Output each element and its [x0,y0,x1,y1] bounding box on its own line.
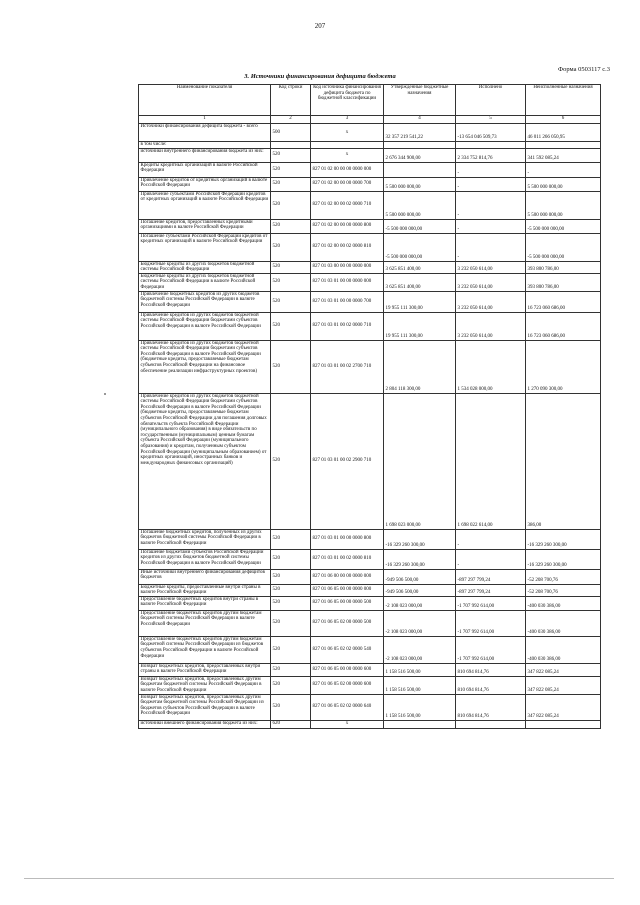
cell-line: 520 [271,162,311,177]
cell-line: 520 [271,663,311,676]
cell-name: Бюджетные кредиты из других бюджетов бюджетной системы Российской Федерации [139,261,271,273]
cell-unexec: 386,00 [526,393,601,529]
header-code-line: Код строки [271,85,311,116]
cell-code: 827 01 02 00 00 00 0000 700 [311,177,384,191]
cell-approved: -16 329 260 300,00 [384,529,456,549]
cell-name: Погашение кредитов, предоставленных кредитными организациями в валюте Российской Федерации [139,219,271,233]
cell-unexec [526,720,601,728]
cell-code: 827 01 02 00 00 02 0000 710 [311,191,384,219]
cell-code: 827 01 06 05 00 00 0000 000 [311,584,384,596]
cell-name: Погашение субъектами Российской Федерации кредитов от кредитных организаций в валюте Российской Федерации [139,233,271,261]
header-executed: Исполнено [456,85,526,116]
cell-line: 520 [271,312,311,340]
cell-code: 827 01 03 01 00 00 0000 700 [311,291,384,312]
cell-unexec: 393 800 786,00 [526,273,601,291]
header-unexecuted: Неисполненные назначения [526,85,601,116]
cell-line: 520 [271,233,311,261]
cell-unexec: 5 500 000 000,00 [526,191,601,219]
cell-name: Предоставление бюджетных кредитов другим бюджетам бюджетной системы Российской Федерации в валюте Российской Федерации [139,610,271,636]
cell-line: 520 [271,219,311,233]
cell-name: Привлечение субъектами Российской Федерации кредитов от кредитных организаций в валюте Российской Федерации [139,191,271,219]
cell-approved: 5 500 000 000,00 [384,191,456,219]
table-row [139,312,601,340]
cell-line: 520 [271,529,311,549]
cell-approved: 5 500 000 000,00 [384,177,456,191]
cell-code: 827 01 03 01 00 00 0000 800 [311,529,384,549]
header-code-source: Код источника финансирования дефицита бюджета по бюджетной классификации [311,85,384,116]
cell-executed: 810 694 814,76 [456,694,526,720]
col-number: 4 [384,116,456,124]
cell-line [271,142,311,149]
table-row [139,720,601,728]
cell-line: 520 [271,261,311,273]
cell-unexec: 347 822 085,24 [526,676,601,694]
cell-unexec: 5 500 000 000,00 [526,177,601,191]
cell-name: Привлечение кредитов из других бюджетов бюджетной системы Российской Федерации бюджетами субъектов Российской Федерации в валюте Российской Федерации (бюджетные кредиты, предоставляемые бюджетам субъектов Российской Федерации для погашения долговых обязательств субъекта Российской Федерации (муниципального образования) в виде обязательств по государственным (муниципальным) ценным бумагам субъекта Российской Федерации (муниципального образования) и кредитам, полученным субъектом Российской Федерации (муниципальным образованием) от кредитных организаций, иностранных банков и международных финансовых организаций) [139,393,271,529]
financing-sources-table [138,84,601,729]
cell-approved: 32 357 219 541,22 [384,124,456,142]
cell-code: 827 01 06 05 02 00 0000 600 [311,676,384,694]
cell-approved: -2 108 023 000,00 [384,596,456,610]
cell-code: 827 01 06 05 00 00 0000 600 [311,663,384,676]
cell-unexec: -400 030 386,00 [526,610,601,636]
table-row [139,148,601,162]
cell-executed: - [456,233,526,261]
table-row [139,340,601,393]
cell-line: 500 [271,124,311,142]
page-number: 207 [314,22,326,30]
cell-unexec: 347 822 085,24 [526,663,601,676]
table-row [139,584,601,596]
col-number: 3 [311,116,384,124]
cell-unexec: -400 030 386,00 [526,596,601,610]
page-bottom-rule [24,878,614,879]
cell-executed: 1 534 028 000,00 [456,340,526,393]
cell-name: Погашение бюджетами субъектов Российской Федерации кредитов из других бюджетов бюджетной системы Российской Федерации в валюте Российской Федерации [139,549,271,569]
cell-code: 827 01 06 05 02 02 0000 640 [311,694,384,720]
cell-executed: 1 698 022 614,00 [456,393,526,529]
cell-unexec: - [526,162,601,177]
cell-line: 520 [271,676,311,694]
cell-approved: -2 108 023 000,00 [384,610,456,636]
form-label: Форма 0503117 с.3 [557,66,610,73]
cell-approved: -5 500 000 000,00 [384,219,456,233]
cell-unexec: 1 270 090 300,00 [526,340,601,393]
cell-name: Привлечение кредитов от кредитных организаций в валюте Российской Федерации [139,177,271,191]
cell-name: Возврат бюджетных кредитов, предоставленных другим бюджетам бюджетной системы Российской Федерации в валюте Российской Федерации [139,676,271,694]
table-row [139,261,601,273]
cell-executed: -1 707 992 614,00 [456,596,526,610]
cell-unexec: -16 329 260 300,00 [526,549,601,569]
cell-approved: 3 625 851 400,00 [384,261,456,273]
table-row [139,162,601,177]
cell-executed: 810 694 814,76 [456,676,526,694]
cell-approved: -16 329 260 300,00 [384,549,456,569]
col-number: 2 [271,116,311,124]
table-row [139,142,601,149]
cell-unexec: -52 208 700,76 [526,569,601,584]
cell-code [311,142,384,149]
cell-executed: - [456,529,526,549]
cell-code: x [311,124,384,142]
cell-executed: 810 694 814,76 [456,663,526,676]
cell-unexec: 46 011 266 050,95 [526,124,601,142]
cell-code: 827 01 06 05 02 02 0000 540 [311,636,384,663]
cell-unexec [526,142,601,149]
section-title: 3. Источники финансирования дефицита бюджета [244,73,396,80]
cell-executed: -897 297 799,24 [456,569,526,584]
cell-approved [384,142,456,149]
cell-unexec: 341 592 085,24 [526,148,601,162]
margin-mark [104,393,106,395]
cell-code: 827 01 03 01 00 00 0000 000 [311,273,384,291]
cell-executed: -1 707 992 614,00 [456,610,526,636]
cell-unexec: -5 500 000 000,00 [526,233,601,261]
cell-line: 520 [271,148,311,162]
cell-line: 520 [271,584,311,596]
cell-unexec: 16 723 060 686,00 [526,291,601,312]
cell-unexec: 347 822 085,24 [526,694,601,720]
cell-executed: 3 232 050 614,00 [456,291,526,312]
cell-approved [384,162,456,177]
cell-approved: -949 506 500,00 [384,569,456,584]
cell-line: 520 [271,177,311,191]
table-row [139,549,601,569]
cell-executed: 3 232 050 614,00 [456,273,526,291]
cell-executed: 3 232 050 614,00 [456,261,526,273]
cell-code: 827 01 06 05 00 00 0000 500 [311,596,384,610]
cell-code: 827 01 03 00 00 00 0000 000 [311,261,384,273]
cell-name: Привлечение бюджетных кредитов из других бюджетов бюджетной системы Российской Федерации в валюте Российской Федерации [139,291,271,312]
cell-name: Привлечение кредитов из других бюджетов бюджетной системы Российской Федерации бюджетами субъектов Российской Федерации в валюте Российской Федерации [139,312,271,340]
table-row [139,636,601,663]
cell-name: Привлечение кредитов из других бюджетов бюджетной системы Российской Федерации бюджетами субъектов Российской Федерации в валюте Российской Федерации (бюджетные кредиты, предоставляемые бюджетам субъектов Российской Федерации на финансовое обеспечение реализации инфраструктурных проектов) [139,340,271,393]
table-row [139,569,601,584]
table-row [139,124,601,142]
cell-executed: -13 654 046 509,73 [456,124,526,142]
cell-name: в том числе: [139,142,271,149]
cell-code: x [311,720,384,728]
cell-executed: - [456,177,526,191]
table-row [139,393,601,529]
cell-line: 620 [271,720,311,728]
header-approved: Утвержденные бюджетные назначения [384,85,456,116]
table-row [139,529,601,549]
cell-line: 520 [271,596,311,610]
cell-approved [384,720,456,728]
cell-approved: 1 158 516 500,00 [384,663,456,676]
cell-code: 827 01 06 00 00 00 0000 000 [311,569,384,584]
cell-approved: 19 955 111 300,00 [384,312,456,340]
cell-line: 520 [271,549,311,569]
cell-unexec: 16 723 060 686,00 [526,312,601,340]
header-row [139,85,601,116]
cell-line: 520 [271,291,311,312]
cell-line: 520 [271,273,311,291]
cell-executed: - [456,549,526,569]
table-row [139,291,601,312]
cell-line: 520 [271,636,311,663]
cell-code: 827 01 03 01 00 02 0000 810 [311,549,384,569]
table-row [139,610,601,636]
cell-unexec: -5 500 000 000,00 [526,219,601,233]
cell-approved: -949 506 500,00 [384,584,456,596]
cell-line: 520 [271,569,311,584]
cell-name: Бюджетные кредиты из других бюджетов бюджетной системы Российской Федерации в валюте Российской Федерации [139,273,271,291]
cell-executed: 3 232 050 614,00 [456,312,526,340]
cell-approved: 2 676 344 900,00 [384,148,456,162]
cell-approved: 19 955 111 300,00 [384,291,456,312]
cell-approved: -5 500 000 000,00 [384,233,456,261]
cell-name: Источники финансирования дефицита бюджета - всего [139,124,271,142]
cell-line: 520 [271,191,311,219]
cell-code: 827 01 03 01 00 02 0000 710 [311,312,384,340]
table-row [139,219,601,233]
cell-approved: 2 804 118 300,00 [384,340,456,393]
cell-executed: -1 707 992 614,00 [456,636,526,663]
cell-approved: -2 108 023 000,00 [384,636,456,663]
cell-executed: - [456,219,526,233]
cell-code: 827 01 06 05 02 00 0000 500 [311,610,384,636]
cell-name: Возврат бюджетных кредитов, предоставленных другим бюджетам бюджетной системы Российской Федерации из бюджетов субъектов Российской Федерации в валюте Российской Федерации [139,694,271,720]
cell-code: 827 01 02 00 00 02 0000 810 [311,233,384,261]
cell-name: Погашение бюджетных кредитов, полученных из других бюджетов бюджетной системы Российской Федерации в валюте Российской Федерации [139,529,271,549]
table-row [139,233,601,261]
cell-name: Иные источники внутреннего финансирования дефицитов бюджетов [139,569,271,584]
table-row [139,694,601,720]
cell-name: источники внешнего финансирования бюджета из них: [139,720,271,728]
cell-unexec: 393 800 786,00 [526,261,601,273]
col-number: 1 [139,116,271,124]
col-number: 6 [526,116,601,124]
header-name: Наименование показателя [139,85,271,116]
col-number: 5 [456,116,526,124]
cell-executed [456,720,526,728]
cell-unexec: -16 329 260 300,00 [526,529,601,549]
table-row [139,596,601,610]
table-row [139,177,601,191]
cell-line: 520 [271,694,311,720]
cell-executed: 2 334 752 814,76 [456,148,526,162]
table-row [139,191,601,219]
cell-approved: 1 698 023 000,00 [384,393,456,529]
table-row [139,676,601,694]
table-row [139,273,601,291]
cell-executed [456,142,526,149]
cell-approved: 1 158 516 500,00 [384,676,456,694]
cell-unexec: -52 208 700,76 [526,584,601,596]
cell-code: 827 01 02 00 00 00 0000 000 [311,162,384,177]
cell-name: Кредиты кредитных организаций в валюте Российской Федерации [139,162,271,177]
cell-executed: - [456,191,526,219]
cell-name: Предоставление бюджетных кредитов другим бюджетам бюджетной системы Российской Федерации из бюджетов субъектов Российской Федерации в валюте Российской Федерации [139,636,271,663]
cell-approved: 1 158 516 500,00 [384,694,456,720]
cell-line: 520 [271,393,311,529]
cell-line: 520 [271,340,311,393]
cell-name: Бюджетные кредиты, предоставленные внутри страны в валюте Российской Федерации [139,584,271,596]
column-number-row [139,116,601,124]
cell-executed: - [456,162,526,177]
cell-code: 827 01 02 00 00 00 0000 800 [311,219,384,233]
cell-unexec: -400 030 386,00 [526,636,601,663]
cell-name: Предоставление бюджетных кредитов внутри страны в валюте Российской Федерации [139,596,271,610]
table-row [139,663,601,676]
cell-name: Возврат бюджетных кредитов, предоставленных внутри страны в валюте Российской Федерации [139,663,271,676]
cell-approved: 3 625 851 400,00 [384,273,456,291]
cell-code: x [311,148,384,162]
cell-line: 520 [271,610,311,636]
cell-code: 827 01 03 01 00 02 2700 710 [311,340,384,393]
cell-code: 827 01 03 01 00 02 2900 710 [311,393,384,529]
cell-executed: -897 297 799,24 [456,584,526,596]
cell-name: источники внутреннего финансирования бюджета из них: [139,148,271,162]
